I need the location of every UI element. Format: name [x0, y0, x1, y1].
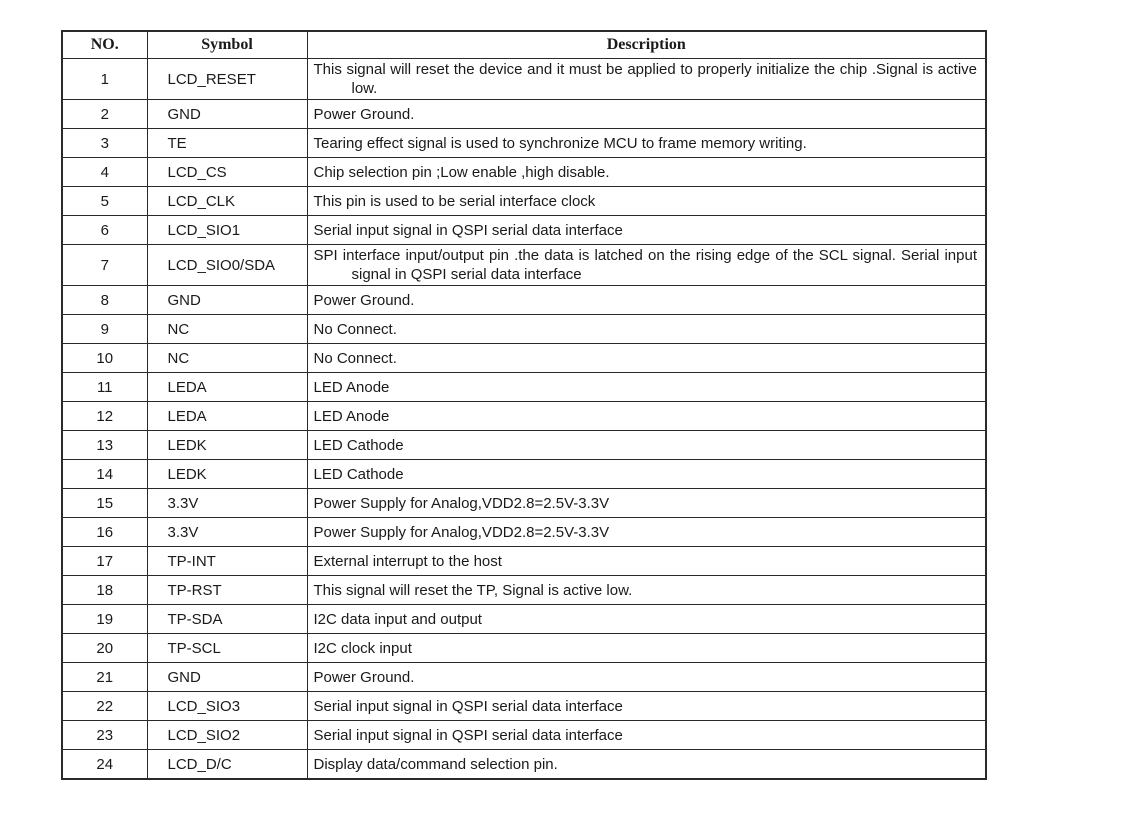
pin-description: Power Supply for Analog,VDD2.8=2.5V-3.3V [307, 518, 986, 547]
pin-description: External interrupt to the host [307, 547, 986, 576]
pin-number: 16 [62, 518, 147, 547]
table-row [62, 187, 986, 216]
pin-symbol: NC [147, 315, 307, 344]
pin-symbol: LCD_RESET [147, 59, 307, 100]
pin-table-body [62, 59, 986, 780]
pin-description: LED Anode [307, 402, 986, 431]
pin-description: No Connect. [307, 315, 986, 344]
pin-symbol: LCD_SIO1 [147, 216, 307, 245]
pin-description: Serial input signal in QSPI serial data interface [307, 721, 986, 750]
pin-symbol: GND [147, 100, 307, 129]
pin-number: 1 [62, 59, 147, 100]
pin-description: LED Anode [307, 373, 986, 402]
table-row [62, 721, 986, 750]
pin-description: SPI interface input/output pin .the data is latched on the rising edge of the SCL signal. Serial input signal in QSPI serial data interface [307, 245, 986, 286]
pin-number: 20 [62, 634, 147, 663]
pin-symbol: LEDK [147, 431, 307, 460]
table-row [62, 245, 986, 286]
table-row [62, 59, 986, 100]
pin-description: Power Supply for Analog,VDD2.8=2.5V-3.3V [307, 489, 986, 518]
pin-symbol: LCD_SIO2 [147, 721, 307, 750]
table-row [62, 315, 986, 344]
table-row [62, 216, 986, 245]
pin-description: This signal will reset the TP, Signal is active low. [307, 576, 986, 605]
pin-symbol: LCD_D/C [147, 750, 307, 780]
pin-symbol: TP-INT [147, 547, 307, 576]
header-description: Description [307, 31, 986, 59]
pin-symbol: LEDA [147, 402, 307, 431]
pin-number: 3 [62, 129, 147, 158]
pin-number: 5 [62, 187, 147, 216]
pin-symbol: LCD_CLK [147, 187, 307, 216]
pin-symbol: 3.3V [147, 489, 307, 518]
header-no: NO. [62, 31, 147, 59]
table-row [62, 373, 986, 402]
table-row [62, 634, 986, 663]
pin-symbol: GND [147, 286, 307, 315]
pin-description: LED Cathode [307, 431, 986, 460]
pin-description: No Connect. [307, 344, 986, 373]
header-symbol: Symbol [147, 31, 307, 59]
pin-number: 9 [62, 315, 147, 344]
table-row [62, 576, 986, 605]
pin-symbol: TE [147, 129, 307, 158]
pin-symbol: GND [147, 663, 307, 692]
pin-number: 2 [62, 100, 147, 129]
table-row [62, 129, 986, 158]
pin-number: 14 [62, 460, 147, 489]
table-row [62, 402, 986, 431]
pin-number: 17 [62, 547, 147, 576]
pin-assignment-table [61, 30, 987, 780]
pin-description: Power Ground. [307, 286, 986, 315]
pin-symbol: LCD_SIO0/SDA [147, 245, 307, 286]
pin-number: 10 [62, 344, 147, 373]
pin-number: 23 [62, 721, 147, 750]
table-row [62, 547, 986, 576]
table-row [62, 692, 986, 721]
pin-number: 12 [62, 402, 147, 431]
pin-number: 18 [62, 576, 147, 605]
pin-description: Display data/command selection pin. [307, 750, 986, 780]
pin-symbol: LCD_SIO3 [147, 692, 307, 721]
pin-description: I2C data input and output [307, 605, 986, 634]
pin-number: 19 [62, 605, 147, 634]
table-row [62, 605, 986, 634]
pin-symbol: NC [147, 344, 307, 373]
table-row [62, 100, 986, 129]
pin-description: Tearing effect signal is used to synchronize MCU to frame memory writing. [307, 129, 986, 158]
pin-number: 22 [62, 692, 147, 721]
table-row [62, 460, 986, 489]
pin-description: Power Ground. [307, 100, 986, 129]
pin-number: 15 [62, 489, 147, 518]
pin-number: 6 [62, 216, 147, 245]
pin-number: 21 [62, 663, 147, 692]
pin-number: 13 [62, 431, 147, 460]
pin-number: 7 [62, 245, 147, 286]
pin-description: Chip selection pin ;Low enable ,high disable. [307, 158, 986, 187]
table-row [62, 663, 986, 692]
table-row [62, 518, 986, 547]
pin-symbol: 3.3V [147, 518, 307, 547]
pin-number: 24 [62, 750, 147, 780]
pin-description: This pin is used to be serial interface clock [307, 187, 986, 216]
pin-symbol: TP-SCL [147, 634, 307, 663]
pin-symbol: LEDA [147, 373, 307, 402]
pin-description: Serial input signal in QSPI serial data interface [307, 692, 986, 721]
table-row [62, 344, 986, 373]
pin-description: I2C clock input [307, 634, 986, 663]
pin-description: Power Ground. [307, 663, 986, 692]
pin-number: 11 [62, 373, 147, 402]
table-row [62, 286, 986, 315]
pin-number: 8 [62, 286, 147, 315]
pin-symbol: LCD_CS [147, 158, 307, 187]
table-row [62, 158, 986, 187]
pin-description: Serial input signal in QSPI serial data interface [307, 216, 986, 245]
pin-symbol: TP-RST [147, 576, 307, 605]
table-row [62, 431, 986, 460]
table-row [62, 489, 986, 518]
pin-symbol: TP-SDA [147, 605, 307, 634]
pin-number: 4 [62, 158, 147, 187]
table-row [62, 750, 986, 780]
pin-symbol: LEDK [147, 460, 307, 489]
pin-description: This signal will reset the device and it must be applied to properly initialize the chip .Signal is active low. [307, 59, 986, 100]
table-header-row [62, 31, 986, 59]
pin-description: LED Cathode [307, 460, 986, 489]
